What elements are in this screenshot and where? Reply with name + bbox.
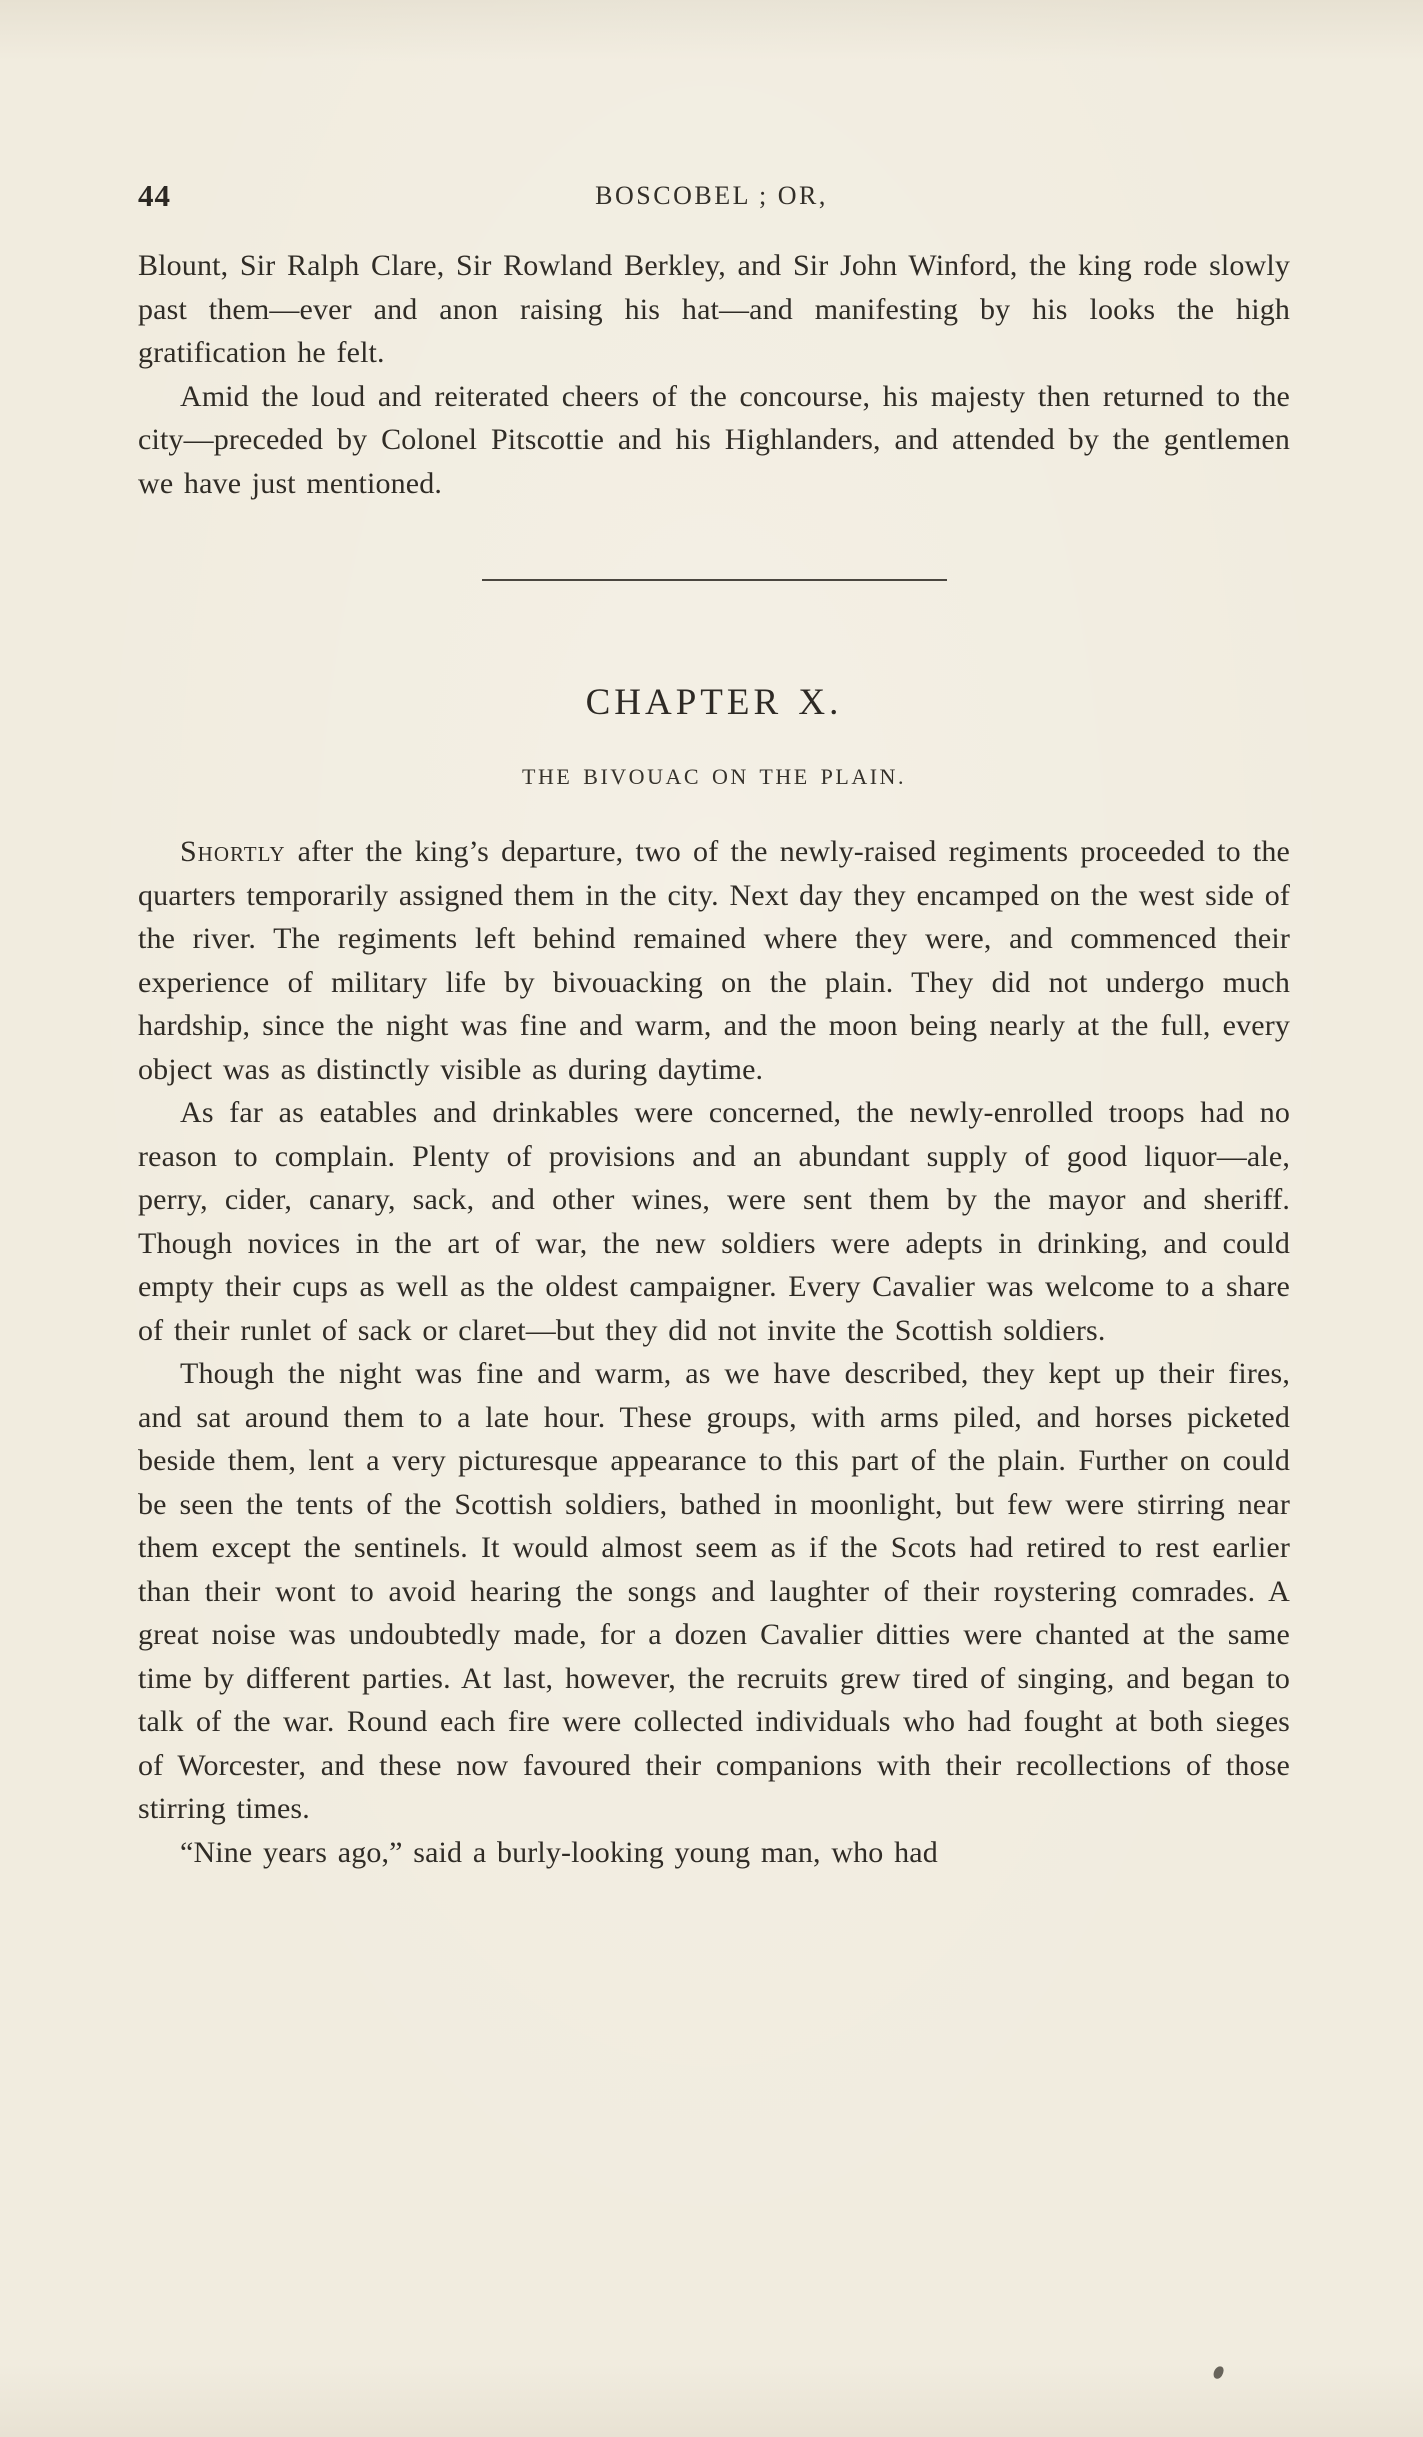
- paragraph: As far as eatables and drinkables were concerned, the newly-enrolled troops had no reason to complain. Plenty of provisions and an abundant supply of good liquor—ale, perry, cider, canary, sack, and other wines, were sent them by the mayor and sheriff. Though novices in the art of war, the new soldiers were adepts in drinking, and could empty their cups as well as the oldest campaigner. Every Cavalier was welcome to a share of their runlet of sack or claret—but they did not invite the Scottish soldiers.: [138, 1096, 1290, 1347]
- paragraph: Though the night was fine and warm, as we have described, they kept up their fires, and sat around them to a late hour. These groups, with arms piled, and horses picketed beside them, lent a very picturesque appearance to this part of the plain. Further on could be seen the tents of the Scottish soldiers, bathed in moonlight, but few were stirring near them except the sentinels. It would almost seem as if the Scots had retired to rest earlier than their wont to avoid hearing the songs and laughter of their roystering comrades. A great noise was undoubtedly made, for a dozen Cavalier ditties were chanted at the same time by different parties. At last, however, the recruits grew tired of singing, and began to talk of the war. Round each fire were collected individuals who had fought at both sieges of Worcester, and these now favoured their companions with their recollections of those stirring times.: [138, 1357, 1290, 1825]
- chapter-subtitle: THE BIVOUAC ON THE PLAIN.: [522, 763, 906, 789]
- paragraph-text: after the king’s departure, two of the newly-raised regiments proceeded to the quarters temporarily assigned them in the city. Next day they encamped on the west side of the river. The regiments left behind remained where they were, and commenced their experience of military life by bivouacking on the plain. They did not undergo much hardship, since the night was fine and warm, and the moon being nearly at the full, every object was as distinctly visible as during daytime.: [138, 835, 1290, 1086]
- running-title: BOSCOBEL ; OR,: [595, 181, 828, 210]
- chapter-heading: CHAPTER X.: [585, 682, 843, 723]
- paragraph: Blount, Sir Ralph Clare, Sir Rowland Berkley, and Sir John Winford, the king rode slowly past them—ever and anon raising his hat—and manifesting by his looks the high gratification he felt.: [138, 249, 1290, 369]
- paragraph: “Nine years ago,” said a burly-looking young man, who had: [180, 1835, 938, 1869]
- page-number: 44: [138, 178, 171, 213]
- paragraph: Amid the loud and reiterated cheers of the concourse, his majesty then returned to the city—preceded by Colonel Pitscottie and his Highlanders, and attended by the gentlemen we have just mentioned.: [138, 379, 1290, 500]
- text-block: [138, 244, 1290, 1874]
- section-divider: [482, 579, 947, 581]
- lead-word: Shortly: [180, 835, 286, 868]
- ink-smudge: [1212, 2365, 1225, 2380]
- paragraph: [138, 830, 1290, 1091]
- page-header: [138, 178, 1285, 222]
